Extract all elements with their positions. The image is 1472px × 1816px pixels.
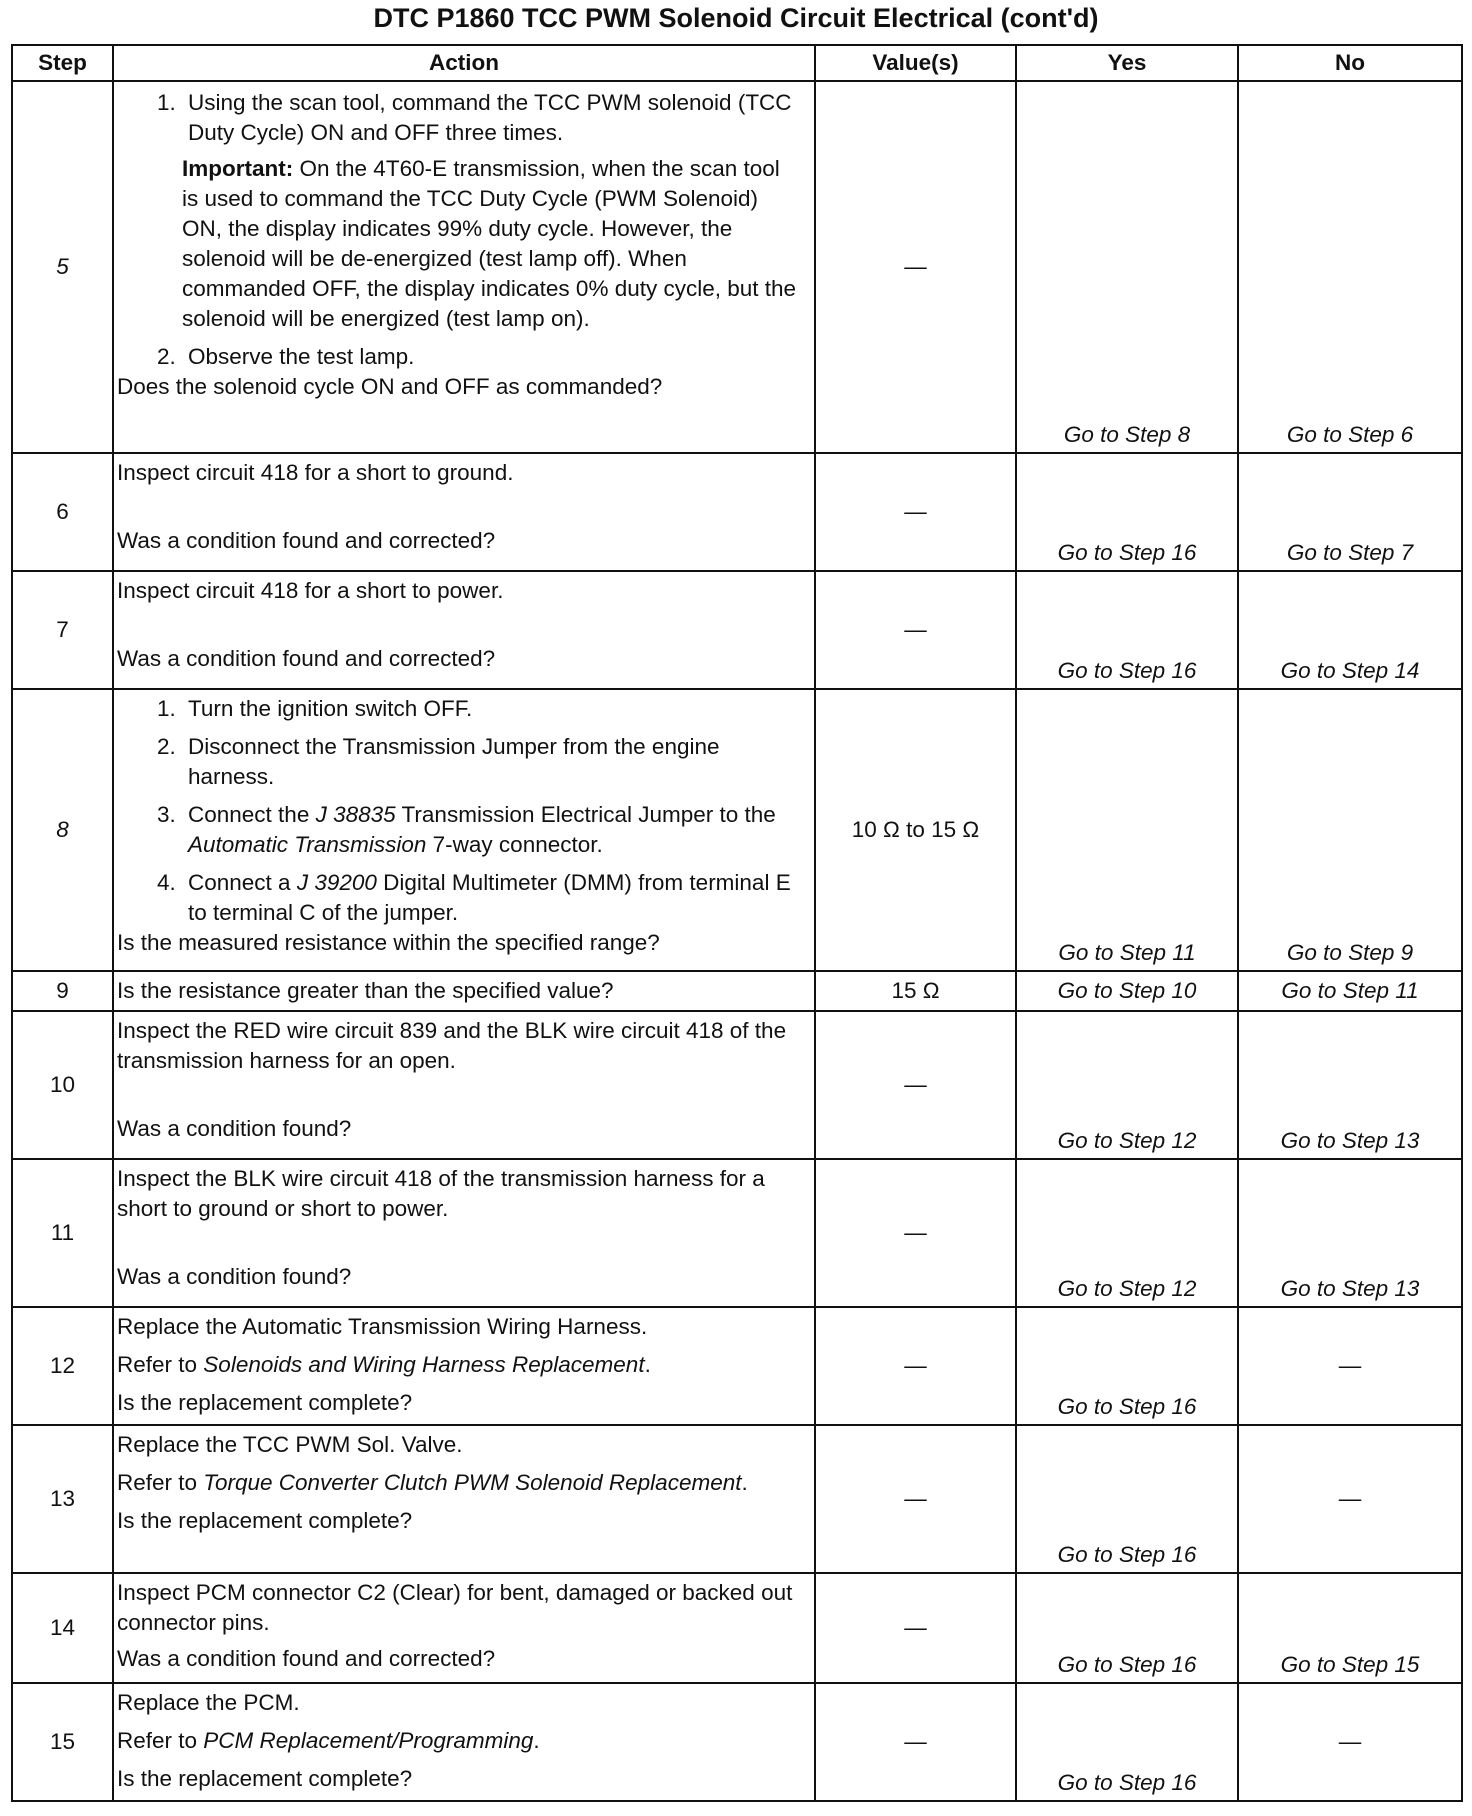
no-cell: Go to Step 15 — [1238, 1573, 1462, 1683]
action-text: Inspect circuit 418 for a short to ground. — [117, 460, 514, 485]
no-cell: — — [1238, 1425, 1462, 1573]
no-cell: — — [1238, 1683, 1462, 1801]
list-item: 1. Turn the ignition switch OFF. — [182, 694, 808, 724]
header-no: No — [1238, 45, 1462, 81]
page-title: DTC P1860 TCC PWM Solenoid Circuit Electrical (cont'd) — [373, 3, 1099, 33]
question: Was a condition found and corrected? — [117, 528, 496, 553]
value-cell: — — [815, 1159, 1016, 1307]
action-text: Inspect the RED wire circuit 839 and the BLK wire circuit 418 of the transmission harness for an open. — [117, 1018, 787, 1073]
step-number: 12 — [12, 1307, 113, 1425]
question: Does the solenoid cycle ON and OFF as commanded? — [117, 374, 663, 399]
yes-cell: Go to Step 10 — [1016, 971, 1238, 1011]
yes-cell: Go to Step 16 — [1016, 1683, 1238, 1801]
value-cell: — — [815, 81, 1016, 453]
value-cell: — — [815, 453, 1016, 571]
action-text: Inspect the BLK wire circuit 418 of the transmission harness for a short to ground or short to power. — [117, 1166, 765, 1221]
value-cell: — — [815, 1425, 1016, 1573]
question: Is the replacement complete? — [117, 1766, 413, 1791]
header-action: Action — [113, 45, 815, 81]
table-row — [12, 1425, 1462, 1573]
question: Is the replacement complete? — [117, 1390, 413, 1415]
table-row — [12, 1307, 1462, 1425]
refer-text: Refer to Solenoids and Wiring Harness Replacement. — [117, 1352, 651, 1377]
yes-cell: Go to Step 12 — [1016, 1159, 1238, 1307]
action-cell — [113, 81, 815, 453]
question: Was a condition found? — [117, 1116, 352, 1141]
value-cell: — — [815, 1011, 1016, 1159]
step-number: 8 — [12, 689, 113, 971]
action-cell — [113, 1683, 815, 1801]
yes-cell: Go to Step 16 — [1016, 453, 1238, 571]
action-cell — [113, 1425, 815, 1573]
step-number: 14 — [12, 1573, 113, 1683]
question: Was a condition found? — [117, 1264, 352, 1289]
action-text: Replace the PCM. — [117, 1690, 300, 1715]
list-item: 3. Connect the J 38835 Transmission Electrical Jumper to the Automatic Transmission 7-way connector. — [182, 800, 808, 860]
list-item: 4. Connect a J 39200 Digital Multimeter (DMM) from terminal E to terminal C of the jumper. — [182, 868, 808, 928]
table-row — [12, 81, 1462, 453]
action-cell — [113, 1011, 815, 1159]
list-item: 1. Using the scan tool, command the TCC PWM solenoid (TCC Duty Cycle) ON and OFF three times. — [182, 88, 808, 148]
question: Was a condition found and corrected? — [117, 646, 496, 671]
table-header-row — [12, 45, 1462, 81]
list-item: 2. Observe the test lamp. — [182, 342, 808, 372]
list-item: 2. Disconnect the Transmission Jumper from the engine harness. — [182, 732, 808, 792]
action-cell — [113, 689, 815, 971]
action-cell — [113, 1573, 815, 1683]
action-text: Inspect circuit 418 for a short to power. — [117, 578, 504, 603]
question: Is the replacement complete? — [117, 1508, 413, 1533]
no-cell: Go to Step 6 — [1238, 81, 1462, 453]
step-number: 11 — [12, 1159, 113, 1307]
action-cell — [113, 453, 815, 571]
yes-cell: Go to Step 16 — [1016, 1573, 1238, 1683]
step-number: 5 — [12, 81, 113, 453]
table-row — [12, 1159, 1462, 1307]
action-cell — [113, 1307, 815, 1425]
action-cell — [113, 971, 815, 1011]
no-cell: Go to Step 9 — [1238, 689, 1462, 971]
refer-text: Refer to PCM Replacement/Programming. — [117, 1728, 540, 1753]
action-cell — [113, 571, 815, 689]
step-number: 15 — [12, 1683, 113, 1801]
table-row — [12, 1011, 1462, 1159]
table-row — [12, 453, 1462, 571]
question: Was a condition found and corrected? — [117, 1646, 496, 1671]
important-label: Important: — [182, 156, 294, 181]
value-cell: — — [815, 1307, 1016, 1425]
tool-ref: J 39200 — [296, 870, 377, 895]
tool-ref: J 38835 — [315, 802, 396, 827]
no-cell: Go to Step 11 — [1238, 971, 1462, 1011]
refer-text: Refer to Torque Converter Clutch PWM Solenoid Replacement. — [117, 1470, 748, 1495]
important-text: On the 4T60-E transmission, when the scan tool is used to command the TCC Duty Cycle (PWM Solenoid) ON, the display indicates 99% duty cycle. However, the solenoid will be de-energized (test lamp off). When commanded OFF, the display indicates 0% duty cycle, but the solenoid will be energized (test lamp on). — [182, 156, 797, 331]
step-number: 9 — [12, 971, 113, 1011]
header-step: Step — [12, 45, 113, 81]
table-row — [12, 971, 1462, 1011]
no-cell: Go to Step 7 — [1238, 453, 1462, 571]
header-values: Value(s) — [815, 45, 1016, 81]
procedure-link[interactable]: PCM Replacement/Programming — [203, 1728, 534, 1753]
question: Is the measured resistance within the specified range? — [117, 930, 660, 955]
yes-cell: Go to Step 16 — [1016, 1425, 1238, 1573]
no-cell: Go to Step 14 — [1238, 571, 1462, 689]
yes-cell: Go to Step 11 — [1016, 689, 1238, 971]
yes-cell: Go to Step 8 — [1016, 81, 1238, 453]
value-cell: — — [815, 571, 1016, 689]
no-cell: Go to Step 13 — [1238, 1159, 1462, 1307]
procedure-link[interactable]: Solenoids and Wiring Harness Replacement — [203, 1352, 645, 1377]
no-cell: Go to Step 13 — [1238, 1011, 1462, 1159]
value-cell: 15 Ω — [815, 971, 1016, 1011]
step-number: 6 — [12, 453, 113, 571]
value-cell: — — [815, 1573, 1016, 1683]
question: Is the resistance greater than the specified value? — [117, 978, 614, 1003]
procedure-link[interactable]: Torque Converter Clutch PWM Solenoid Replacement — [203, 1470, 742, 1495]
yes-cell: Go to Step 16 — [1016, 571, 1238, 689]
value-cell: — — [815, 1683, 1016, 1801]
action-text: Inspect PCM connector C2 (Clear) for bent, damaged or backed out connector pins. — [117, 1580, 793, 1635]
table-row — [12, 1573, 1462, 1683]
yes-cell: Go to Step 12 — [1016, 1011, 1238, 1159]
step-number: 7 — [12, 571, 113, 689]
step-number: 10 — [12, 1011, 113, 1159]
step-number: 13 — [12, 1425, 113, 1573]
table-row — [12, 1683, 1462, 1801]
table-row — [12, 571, 1462, 689]
action-text: Replace the TCC PWM Sol. Valve. — [117, 1432, 463, 1457]
header-yes: Yes — [1016, 45, 1238, 81]
diagnostic-table — [11, 44, 1463, 1802]
important-note — [117, 154, 808, 334]
value-cell: 10 Ω to 15 Ω — [815, 689, 1016, 971]
action-cell — [113, 1159, 815, 1307]
connector-ref: Automatic Transmission — [188, 832, 427, 857]
yes-cell: Go to Step 16 — [1016, 1307, 1238, 1425]
no-cell: — — [1238, 1307, 1462, 1425]
action-text: Replace the Automatic Transmission Wiring Harness. — [117, 1314, 648, 1339]
table-row — [12, 689, 1462, 971]
